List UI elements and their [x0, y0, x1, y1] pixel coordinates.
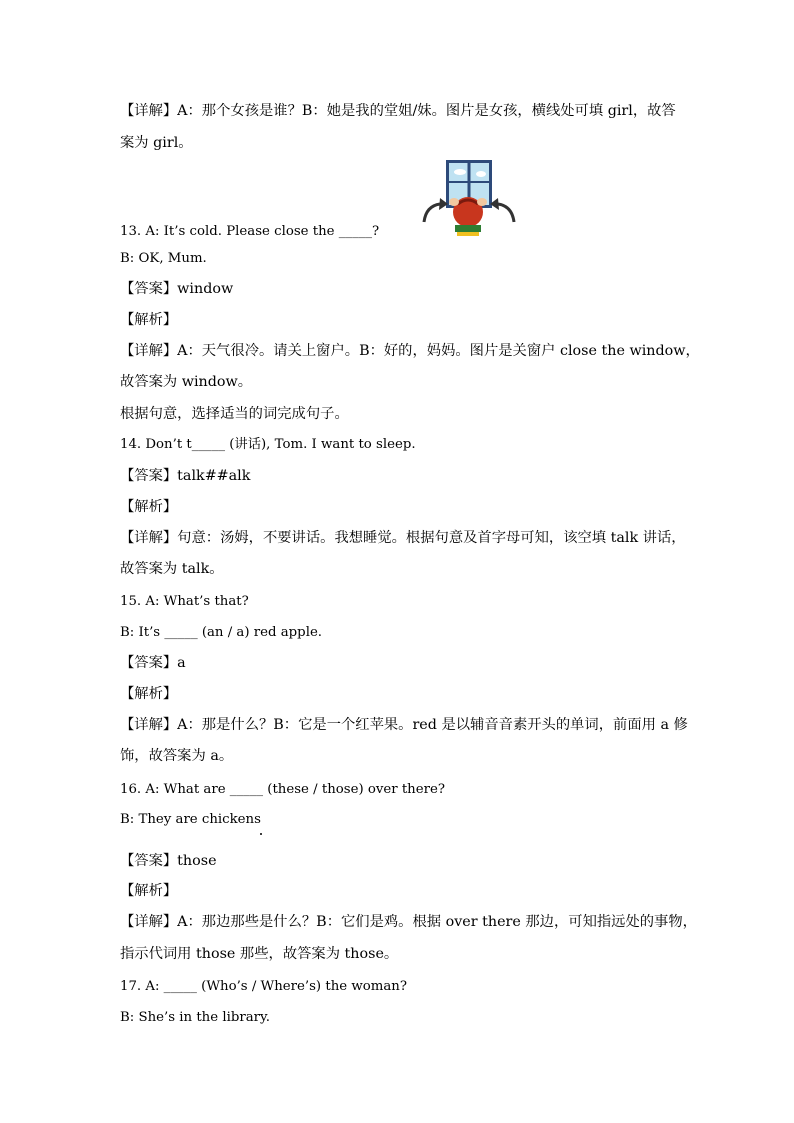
question-line: B: She’s in the library. [120, 1010, 270, 1025]
answer-13: 【答案】window [120, 281, 234, 297]
analysis-heading: 【解析】 [120, 499, 178, 515]
close-window-illustration [418, 158, 520, 240]
explanation-line: 【详解】A：那是什么？B：它是一个红苹果。red 是以辅音音素开头的单词，前面用 a 修 [120, 717, 688, 733]
analysis-heading: 【解析】 [120, 686, 178, 702]
answer-16: 【答案】those [120, 853, 217, 869]
instruction-line: 根据句意，选择适当的词完成句子。 [120, 406, 349, 422]
explanation-line: 故答案为 window。 [120, 374, 253, 390]
question-line: B: OK, Mum. [120, 251, 207, 266]
explanation-line: 【详解】A：那边那些是什么？B：它们是鸡。根据 over there 那边，可知指远处的事物， [120, 914, 697, 930]
explanation-line: 案为 girl。 [120, 135, 193, 151]
explanation-line: 饰，故答案为 a。 [120, 748, 234, 764]
period-mark [260, 833, 262, 835]
analysis-heading: 【解析】 [120, 312, 178, 328]
analysis-heading: 【解析】 [120, 883, 178, 899]
explanation-line: 【详解】句意：汤姆，不要讲话。我想睡觉。根据句意及首字母可知，该空填 talk 讲话， [120, 530, 686, 546]
answer-15: 【答案】a [120, 655, 186, 671]
explanation-line: 故答案为 talk。 [120, 561, 224, 577]
explanation-line: 【详解】A：天气很冷。请关上窗户。B：好的，妈妈。图片是关窗户 close the window， [120, 343, 700, 359]
question-line: B: They are chickens [120, 812, 261, 827]
question-14: 14. Don’t t_____ (讲话), Tom. I want to sleep. [120, 437, 416, 452]
question-16: 16. A: What are _____ (these / those) over there? [120, 782, 445, 797]
question-17: 17. A: _____ (Who’s / Where’s) the woman? [120, 979, 407, 994]
explanation-line: 【详解】A：那个女孩是谁？B：她是我的堂姐/妹。图片是女孩，横线处可填 girl，故答 [120, 103, 676, 119]
question-13: 13. A: It’s cold. Please close the _____? [120, 224, 380, 239]
answer-14: 【答案】talk##alk [120, 468, 251, 484]
question-line: B: It’s _____ (an / a) red apple. [120, 625, 323, 640]
question-15: 15. A: What’s that? [120, 594, 249, 609]
explanation-line: 指示代词用 those 那些，故答案为 those。 [120, 946, 399, 962]
